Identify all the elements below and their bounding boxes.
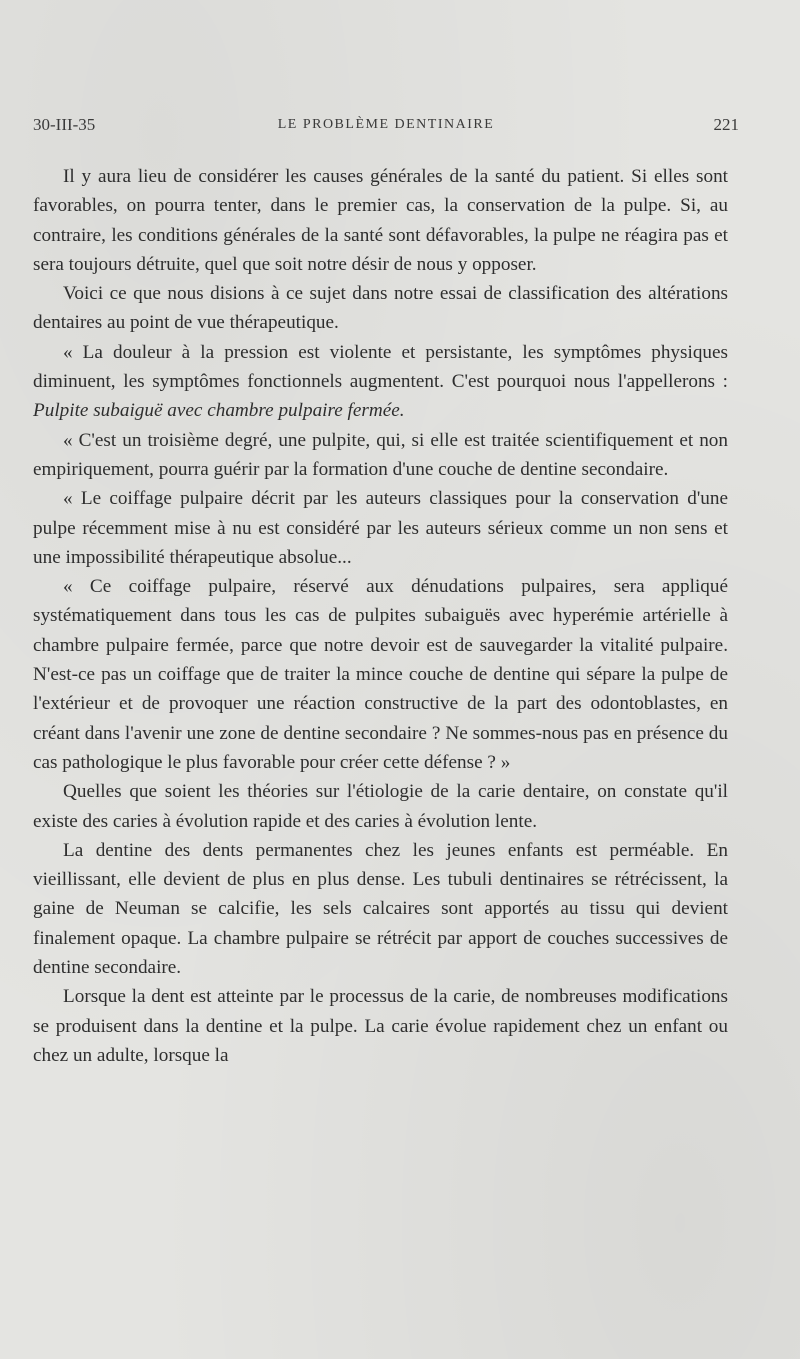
paragraph: « C'est un troisième degré, une pulpite, qui, si elle est traitée scientifiquement et non empiriquement, pourra guérir par la formation d'une couche de dentine secondaire. (33, 429, 728, 480)
page-number: 221 (713, 115, 739, 134)
paragraph: « Le coiffage pulpaire décrit par les auteurs classiques pour la conservation d'une pulpe récemment mise à nu est considéré par les auteurs sérieux comme un non sens et une impossibilité thérapeutique absolue... (33, 488, 728, 568)
paragraph: « Ce coiffage pulpaire, réservé aux dénudations pulpaires, sera appliqué systématiquement dans tous les cas de pulpites subaiguës avec hyperémie artérielle à chambre pulpaire fermée, parce que notre devoir est de sauvegarder la vitalité pulpaire. N'est-ce pas un coiffage que de traiter la mince couche de dentine qui sépare la pulpe de l'extérieur et de provoquer une réaction constructive de la part des odontoblastes, en créant dans l'avenir une zone de dentine secondaire ? Ne sommes-nous pas en présence du cas pathologique le plus favorable pour créer cette défense ? » (33, 576, 728, 773)
paragraph: Il y aura lieu de considérer les causes générales de la santé du patient. Si elles sont favorables, on pourra tenter, dans le premier cas, la conservation de la pulpe. Si, au contraire, les conditions générales de la santé sont défavorables, la pulpe ne réagira pas et sera toujours détruite, quel que soit notre désir de nous y opposer. (33, 166, 728, 275)
running-head (33, 115, 739, 139)
body-text (33, 162, 728, 1070)
paragraph: La dentine des dents permanentes chez les jeunes enfants est perméable. En vieillissant, elle devient de plus en plus dense. Les tubuli dentinaires se rétrécissent, la gaine de Neuman se calcifie, les sels calcaires sont apportés au tissu qui devient finalement opaque. La chambre pulpaire se rétrécit par apport de couches successives de dentine secondaire. (33, 839, 728, 979)
paragraph: Lorsque la dent est atteinte par le processus de la carie, de nombreuses modifications se produisent dans la dentine et la pulpe. La carie évolue rapidement chez un enfant ou chez un adulte, lorsque la (33, 986, 728, 1066)
paragraph: Voici ce que nous disions à ce sujet dans notre essai de classification des altérations dentaires au point de vue thérapeutique. (33, 283, 728, 334)
paragraph: « La douleur à la pression est violente et persistante, les symptômes physiques diminuent, les symptômes fonctionnels augmentent. C'est pourquoi nous l'appellerons : Pulpite subaiguë avec chambre pulpaire fermée. (33, 341, 728, 422)
italic-term: Pulpite subaiguë avec chambre pulpaire fermée. (33, 400, 405, 422)
issue-date: 30-III-35 (33, 115, 96, 134)
paragraph: Quelles que soient les théories sur l'étiologie de la carie dentaire, on constate qu'il existe des caries à évolution rapide et des caries à évolution lente. (33, 781, 728, 832)
running-title: LE PROBLÈME DENTINAIRE (277, 117, 495, 132)
